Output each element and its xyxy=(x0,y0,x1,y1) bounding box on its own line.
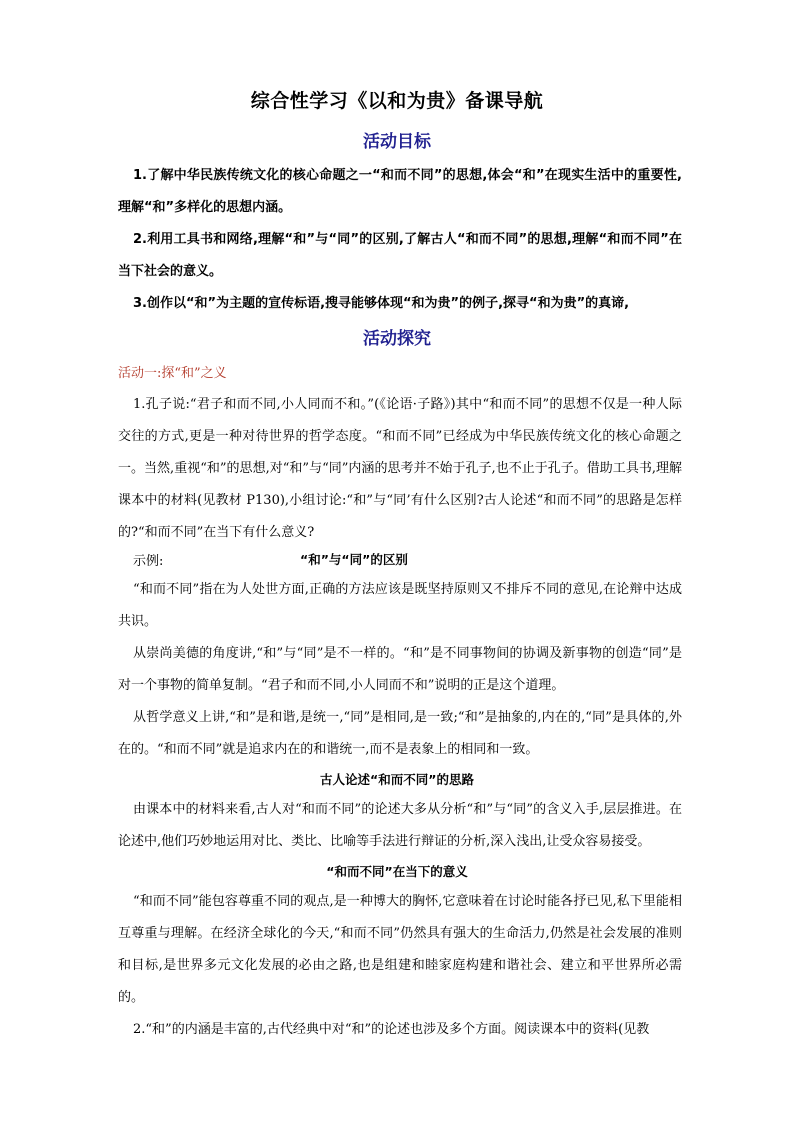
example-title: “和”与“同”的区别 xyxy=(300,552,408,567)
goal-text-2: 2.利用工具书和网络,理解“和”与“同”的区别,了解古人“和而不同”的思想,理解“和而不同”在当下社会的意义。 xyxy=(118,232,682,279)
goal-item-2 xyxy=(118,224,682,288)
question-1 xyxy=(118,389,682,549)
example-label: 示例: xyxy=(133,554,164,569)
goal-text-3: 3.创作以“和”为主题的宣传标语,搜寻能够体现“和为贵”的例子,探寻“和为贵”的真谛, xyxy=(133,296,630,311)
section-heading-explore: 活动探究 xyxy=(363,329,431,349)
subheading-ancient: 古人论述“和而不同”的思路 xyxy=(320,772,474,787)
today-paragraph-text: “和而不同”能包容尊重不同的观点,是一种博大的胸怀,它意味着在讨论时能各抒已见,私下里能相互尊重与理解。在经济全球化的今天,“和而不同”仍然具有强大的生命活力,仍然是社会发展的准则和目标,是世界多元文化发展的必由之路,也是组建和睦家庭构建和谐社会、建立和平世界所必需的。 xyxy=(118,894,682,1005)
question-2-text: 2.“和”的内涵是丰富的,古代经典中对“和”的论述也涉及多个方面。阅读课本中的资料(见教 xyxy=(133,1022,650,1037)
goal-item-1 xyxy=(118,160,682,224)
diff-paragraph-1-text: “和而不同”指在为人处世方面,正确的方法应该是既坚持原则又不排斥不同的意见,在论辩中达成共识。 xyxy=(118,582,682,629)
diff-paragraph-2-text: 从崇尚美德的角度讲,“和”与“同”是不一样的。“和”是不同事物间的协调及新事物的创造“同”是对一个事物的简单复制。“君子和而不同,小人同而不和”说明的正是这个道理。 xyxy=(118,646,682,693)
goal-item-3 xyxy=(118,288,682,320)
question-2 xyxy=(118,1014,682,1046)
diff-paragraph-3 xyxy=(118,702,682,766)
question-1-text: 1.孔子说:“君子和而不同,小人同而不和。”(《论语·子路》)其中“和而不同”的思想不仅是一种人际交往的方式,更是一种对待世界的哲学态度。“和而不同”已经成为中华民族传统文化的核心命题之一。当然,重视“和”的思想,对“和”与“同”内涵的思考并不始于孔子,也不止于孔子。借助工具书,理解课本中的材料(见教材 P130),小组讨论:“和”与“同’有什么区别?古人论述“和而不同”的思路是怎样的?“和而不同”在当下有什么意义? xyxy=(118,397,682,540)
subheading-today: “和而不同”在当下的意义 xyxy=(326,864,468,879)
section-heading-goals: 活动目标 xyxy=(363,132,431,152)
diff-paragraph-2 xyxy=(118,638,682,702)
diff-paragraph-3-text: 从哲学意义上讲,“和”是和谐,是统一,“同”是相同,是一致;“和”是抽象的,内在的,“同”是具体的,外在的。“和而不同”就是追求内在的和谐统一,而不是表象上的相同和一致。 xyxy=(118,710,682,757)
page-title: 综合性学习《以和为贵》备课导航 xyxy=(250,90,544,112)
ancient-paragraph xyxy=(118,794,682,858)
goal-text-1: 1.了解中华民族传统文化的核心命题之一“和而不同”的思想,体会“和”在现实生活中的重要性,理解“和”多样化的思想内涵。 xyxy=(118,168,682,215)
activity-label-1: 活动一:探“和”之义 xyxy=(118,366,227,381)
diff-paragraph-1 xyxy=(118,574,682,638)
today-paragraph xyxy=(118,886,682,1014)
ancient-paragraph-text: 由课本中的材料来看,古人对“和而不同”的论述大多从分析“和”与“同”的含义入手,层层推进。在论述中,他们巧妙地运用对比、类比、比喻等手法进行辩证的分析,深入浅出,让受众容易接受。 xyxy=(118,802,682,849)
